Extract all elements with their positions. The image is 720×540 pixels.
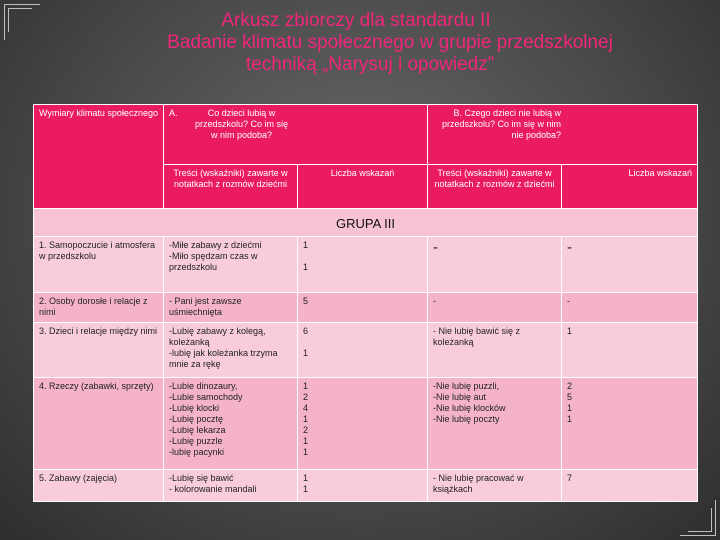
likes-cell: -Lubie dinozaury, -Lubie samochody -Lubię klocki -Lubię pocztę -Lubię lekarza -Lubię puzzle -lubię pacynki bbox=[164, 378, 298, 470]
likes-cell: -Lubię się bawić - kolorowanie mandali bbox=[164, 470, 298, 502]
table-row bbox=[34, 470, 698, 502]
dislikes-cell: - Nie lubię bawić się z koleżanką bbox=[428, 323, 562, 378]
dimension-cell: 1. Samopoczucie i atmosfera w przedszkolu bbox=[34, 237, 164, 293]
dislikes-count-cell: 1 bbox=[562, 323, 698, 378]
dimension-cell: 3. Dzieci i relacje między nimi bbox=[34, 323, 164, 378]
decorative-corner-bottom-right-inner bbox=[688, 508, 712, 532]
header-question-b bbox=[428, 105, 698, 165]
question-a-text: Co dzieci lubią w przedszkolu? Co im się w nim podoba? bbox=[194, 108, 289, 140]
question-b-text: B. Czego dzieci nie lubią w przedszkolu? Co im się w nim nie podoba? bbox=[441, 108, 562, 140]
likes-count-cell: 1 1 bbox=[298, 470, 428, 502]
header-question-a bbox=[164, 105, 428, 165]
dislikes-count-cell: - bbox=[562, 237, 698, 293]
likes-count-cell: 5 bbox=[298, 293, 428, 323]
title-line-3: techniką „Narysuj i opowiedz” bbox=[245, 54, 495, 75]
dimension-cell: 4. Rzeczy (zabawki, sprzęty) bbox=[34, 378, 164, 470]
dimension-cell: 5. Zabawy (zajęcia) bbox=[34, 470, 164, 502]
likes-count-cell: 6 1 bbox=[298, 323, 428, 378]
header-count-a: Liczba wskazań bbox=[298, 165, 428, 209]
dislikes-cell: - bbox=[428, 237, 562, 293]
title-line-1: Arkusz zbiorczy dla standardu II bbox=[221, 10, 491, 31]
slide-title bbox=[40, 10, 720, 76]
likes-cell: - Pani jest zawsze uśmiechnięta bbox=[164, 293, 298, 323]
title-line-2: Badanie klimatu społecznego w grupie przedszkolnej bbox=[167, 32, 613, 53]
group-label: GRUPA III bbox=[34, 209, 698, 237]
table-row bbox=[34, 323, 698, 378]
likes-count-cell: 1 1 bbox=[298, 237, 428, 293]
table-row bbox=[34, 237, 698, 293]
header-count-b: Liczba wskazań bbox=[562, 165, 698, 209]
dislikes-count-cell: 7 bbox=[562, 470, 698, 502]
summary-table bbox=[33, 104, 698, 502]
header-dimensions: Wymiary klimatu społecznego bbox=[34, 105, 164, 209]
likes-cell: -Miłe zabawy z dziećmi -Miło spędzam czas w przedszkolu bbox=[164, 237, 298, 293]
dislikes-count-cell: 2 5 1 1 bbox=[562, 378, 698, 470]
dislikes-cell: - Nie lubię pracować w książkach bbox=[428, 470, 562, 502]
likes-cell: -Lubię zabawy z kolegą, koleżanką -lubię jak koleżanka trzyma mnie za rękę bbox=[164, 323, 298, 378]
likes-count-cell: 1 2 4 1 2 1 1 bbox=[298, 378, 428, 470]
question-a-marker: A. bbox=[169, 108, 178, 118]
header-contents-b: Treści (wskaźniki) zawarte w notatkach z rozmów z dziećmi bbox=[428, 165, 562, 209]
dislikes-cell: -Nie lubię puzzli, -Nie lubię aut -Nie lubię klocków -Nie lubię poczty bbox=[428, 378, 562, 470]
header-row-questions bbox=[34, 105, 698, 165]
dislikes-cell: - bbox=[428, 293, 562, 323]
table-row bbox=[34, 378, 698, 470]
group-row bbox=[34, 209, 698, 237]
dimension-cell: 2. Osoby dorosłe i relacje z nimi bbox=[34, 293, 164, 323]
dislikes-count-cell: - bbox=[562, 293, 698, 323]
table-row bbox=[34, 293, 698, 323]
header-contents-a: Treści (wskaźniki) zawarte w notatkach z rozmów dziećmi bbox=[164, 165, 298, 209]
